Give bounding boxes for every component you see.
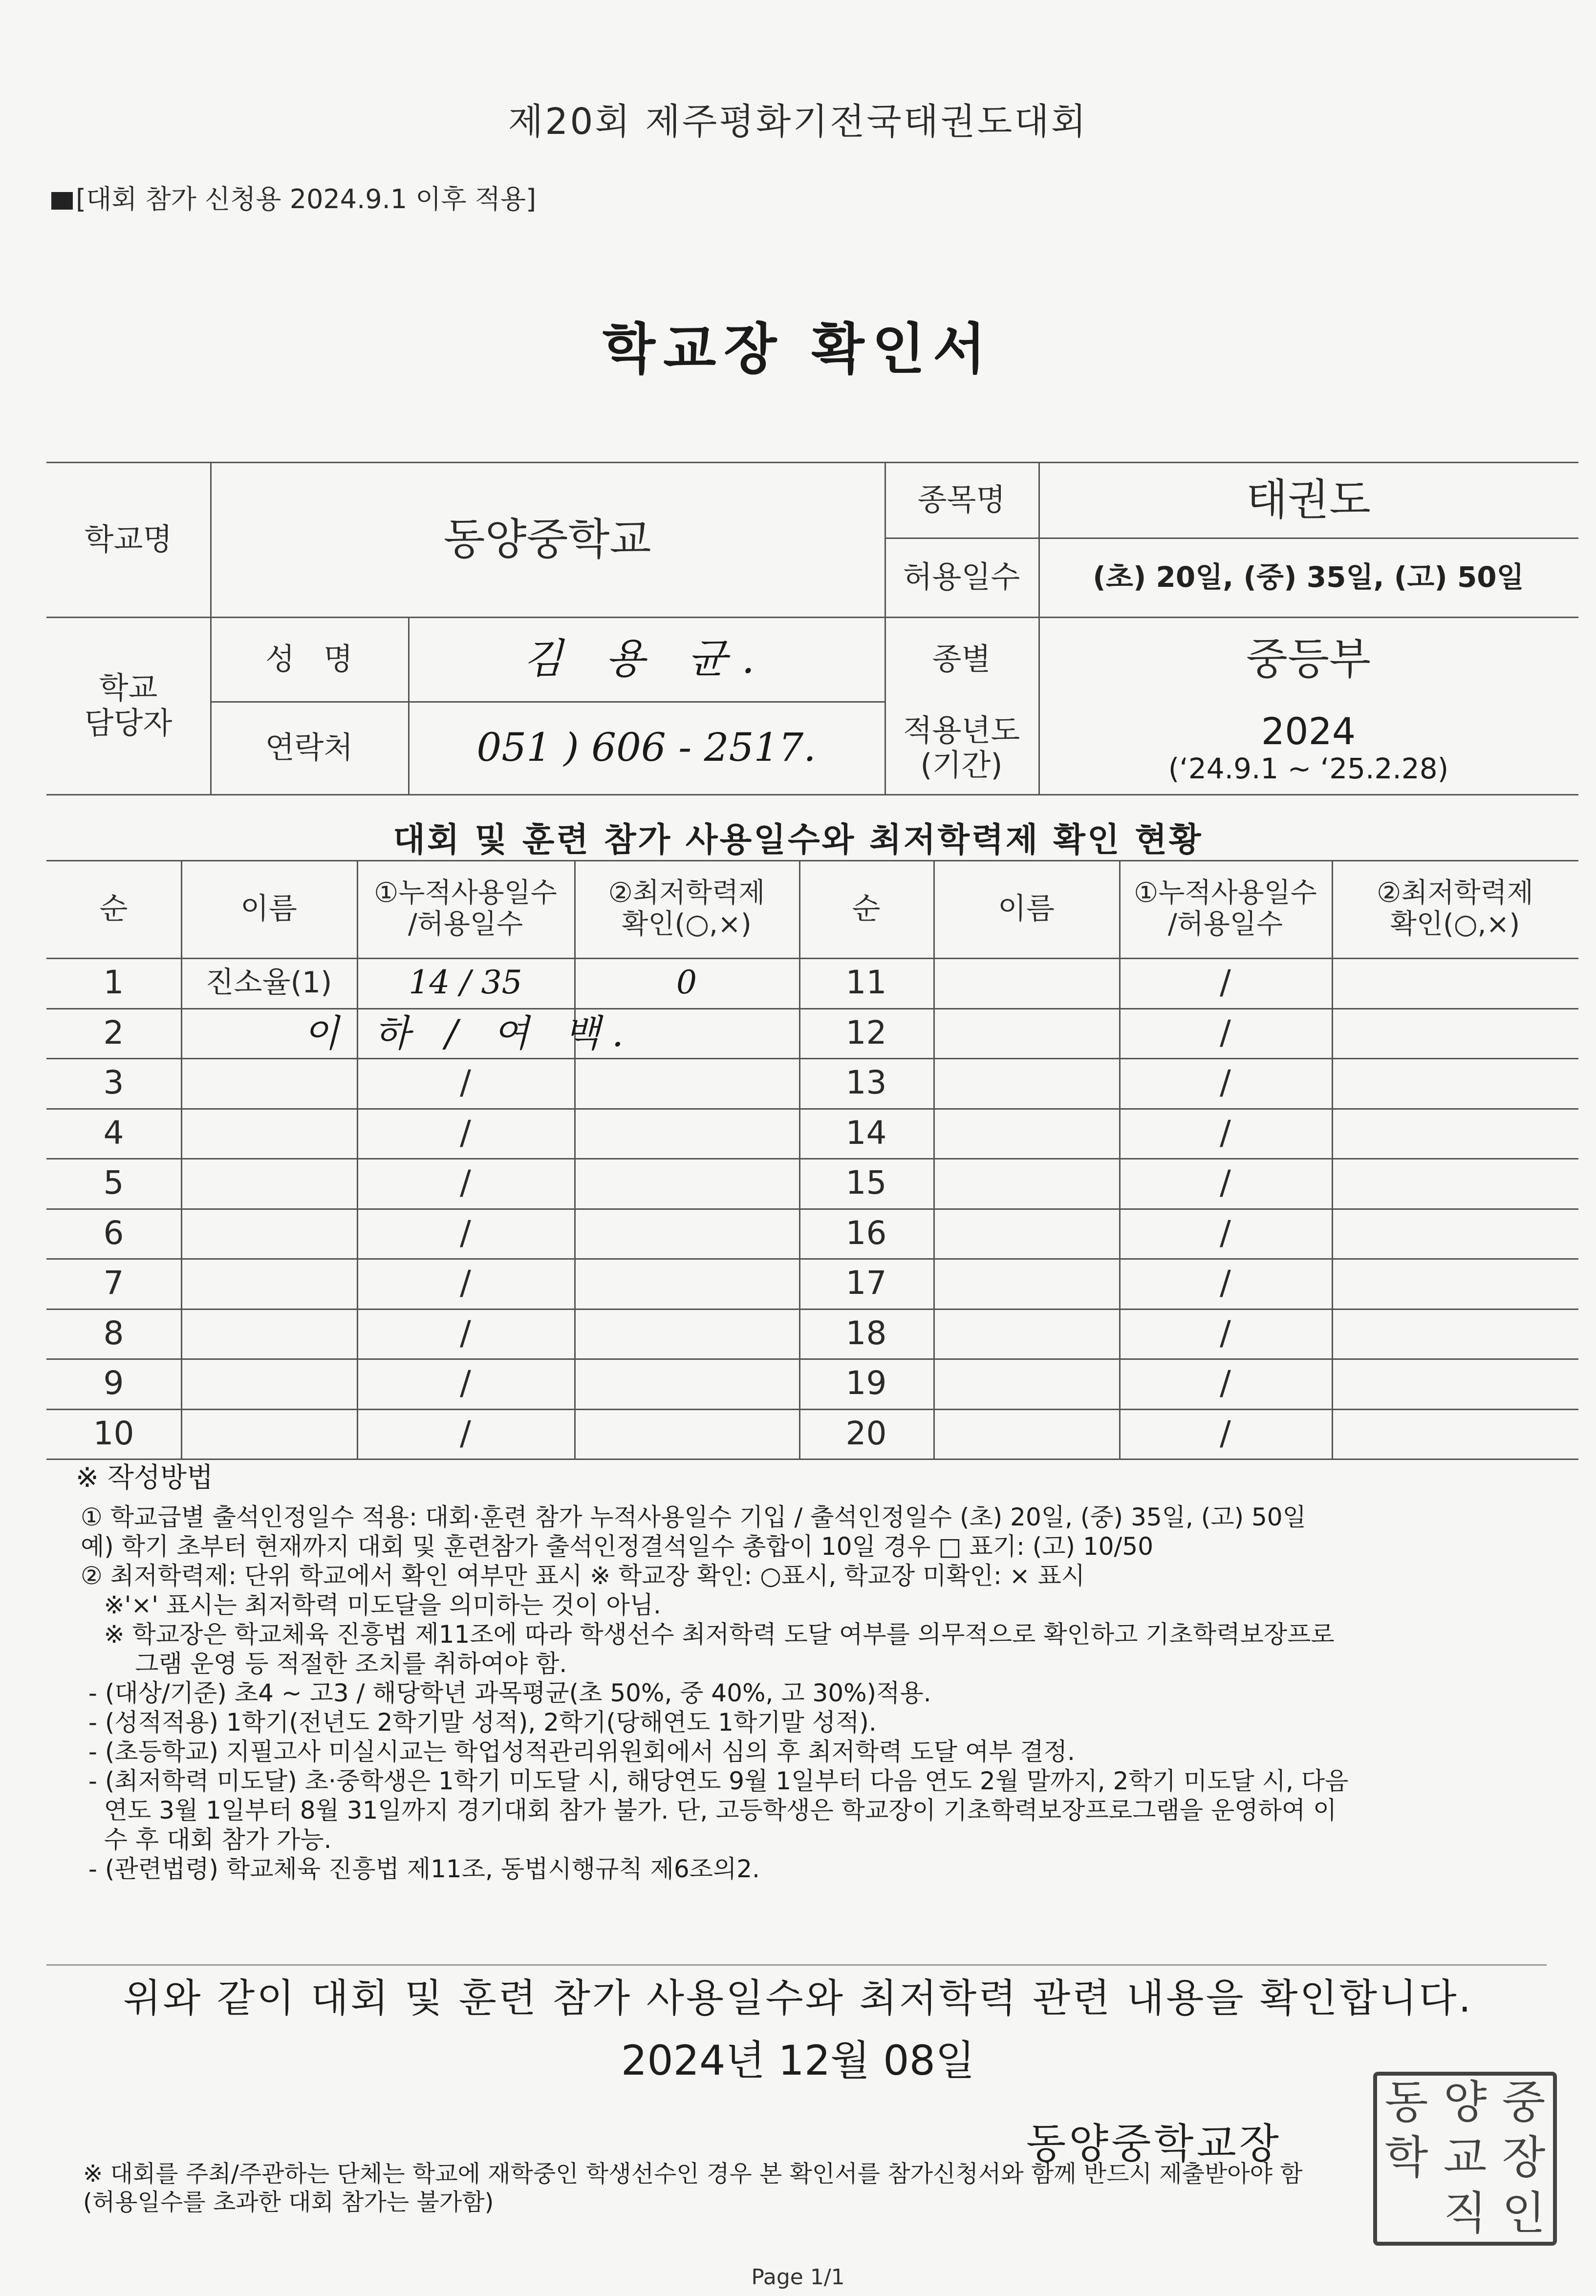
form-note [51,178,536,216]
instructions-line: 수 후 대회 참가 가능. [81,1825,332,1854]
header-acad-left [574,860,799,958]
allowed-days-label: 허용일수 [903,559,1020,595]
event-value: 태권도 [1246,474,1371,525]
academic-check [574,1258,799,1309]
seal-character: 중 [1502,2076,1546,2128]
allowed-days-value: (초) 20일, (중) 35일, (고) 50일 [1093,560,1524,594]
days-used: / [1220,963,1231,1002]
instructions-line: - (관련법령) 학교체육 진흥법 제11조, 동법시행규칙 제6조의2. [81,1855,760,1883]
participant-name: 진소율(1) [205,965,332,1000]
header-name-right: 이름 [998,891,1055,926]
staff-label-line1: 학교 [99,670,158,706]
year-value [1038,701,1578,794]
participant-name [181,1208,357,1259]
confirmation-statement: 위와 같이 대회 및 훈련 참가 사용일수와 최저학력 관련 내용을 확인합니다. [123,1975,1473,2021]
participant-name [181,1108,357,1159]
seal-character: 양 [1443,2076,1487,2128]
days-used: / [460,1364,471,1403]
row-number: 13 [845,1064,887,1102]
days-used: / [460,1313,471,1352]
section-title: 대회 및 훈련 참가 사용일수와 최저학력제 확인 현황 [393,821,1203,859]
academic-check [574,1208,799,1259]
days-used: / [1220,1063,1231,1102]
header-days-line2: /허용일수 [1167,908,1283,940]
instructions-line: 그램 운영 등 적절한 조치를 취하여야 함. [81,1650,567,1678]
square-bullet-icon [51,192,73,210]
days-used: / [460,1113,471,1152]
days-used: / [1220,1213,1231,1252]
days-used: 14 / 35 [409,964,522,1002]
header-acad-line1: ②최저학력제 [608,877,765,909]
row-number: 1 [103,964,124,1002]
seal-character: 학 [1384,2131,1428,2184]
days-used: / [1220,1414,1231,1453]
header-no-left: 순 [99,891,128,926]
school-seal-stamp [1373,2072,1557,2246]
header-no-right: 순 [852,891,881,926]
footnote [83,2160,1525,2216]
year-label-line1: 적용년도 [903,712,1020,748]
header-days-line1: ①누적사용일수 [1134,877,1317,909]
document-title: 학교장 확인서 [602,318,994,381]
instructions-line: ② 최저학력제: 단위 학교에서 확인 여부만 표시 ※ 학교장 확인: ○표시, 학교장 미확인: × 표시 [81,1562,1085,1590]
contact-label: 연락처 [265,730,353,766]
event-label: 종목명 [917,481,1006,517]
staff-label-line2: 담당자 [84,705,173,741]
row-number: 7 [103,1264,124,1302]
academic-check [574,1309,799,1359]
division-value: 중등부 [1246,633,1371,684]
staff-label [46,617,210,794]
event-title: 제20회 제주평화기전국태권도대회 [508,101,1088,143]
participant-name [181,1358,357,1409]
year-label-line2: (기간) [920,747,1003,783]
header-days-right [1119,860,1332,958]
row-number: 17 [845,1264,887,1302]
row-number: 2 [103,1013,124,1051]
contact-handwritten: 051 ) 606 - 2517. [476,725,816,770]
page-number: Page 1/1 [751,2265,845,2290]
row-number: 9 [103,1364,124,1402]
instructions-line: - (성적적용) 1학기(전년도 2학기말 성적), 2학기(당해연도 1학기말 성적). [81,1708,877,1737]
days-used: / [460,1414,471,1453]
row-number: 18 [845,1314,887,1352]
row-number: 3 [103,1064,124,1102]
header-days-line2: /허용일수 [408,908,523,940]
blank-note-handwritten: 이 하 / 여 백. [302,1011,636,1055]
row-number: 16 [845,1214,887,1252]
header-acad-line1: ②최저학력제 [1377,877,1533,909]
academic-check [574,1358,799,1409]
form-note-text: [대회 참가 신청용 2024.9.1 이후 적용] [76,184,537,215]
instructions-line: 예) 학기 초부터 현재까지 대회 및 훈련참가 출석인정결석일수 총합이 10일 경우 □ 표기: (고) 10/50 [81,1532,1154,1561]
seal-character: 인 [1502,2187,1546,2239]
year-label [884,701,1038,794]
participant-name [181,1258,357,1309]
participant-name [181,1058,357,1108]
row-number: 14 [845,1114,887,1152]
days-used: / [460,1213,471,1252]
footnote-line1: ※ 대회를 주최/주관하는 단체는 학교에 재학중인 학생선수인 경우 본 확인서를 참가신청서와 함께 반드시 제출받아야 함 [83,2160,1303,2188]
school-value: 동양중학교 [443,514,651,564]
instructions-heading: ※ 작성방법 [76,1462,214,1494]
header-days-left [357,860,574,958]
school-label: 학교명 [84,521,173,557]
year-period: (‘24.9.1 ~ ‘25.2.28) [1168,752,1449,786]
seal-character: 동 [1384,2076,1428,2128]
instructions-line: ① 학교급별 출석인정일수 적용: 대회·훈련 참가 누적사용일수 기입 / 출석인정일수 (초) 20일, (중) 35일, (고) 50일 [81,1503,1306,1531]
days-used: / [460,1063,471,1102]
days-used: / [1220,1163,1231,1202]
instructions-line: - (대상/기준) 초4 ~ 고3 / 해당학년 과목평균(초 50%, 중 40%, 고 30%)적용. [81,1679,931,1707]
instructions-line: ※'×' 표시는 최저학력 미도달을 의미하는 것이 아님. [81,1591,661,1619]
year-number: 2024 [1261,709,1356,753]
days-used: / [1220,1113,1231,1152]
seal-character: 교 [1443,2131,1487,2184]
days-used: / [1220,1313,1231,1352]
days-used: / [1220,1013,1231,1052]
row-number: 4 [103,1114,124,1152]
row-number: 8 [103,1314,124,1352]
academic-check: 0 [676,964,697,1002]
row-number: 10 [93,1414,134,1452]
principal-name: 동양중학교장 [1026,2120,1282,2167]
confirmation-date: 2024년 12월 08일 [621,2037,975,2084]
row-number: 15 [845,1164,887,1202]
instructions-line: 연도 3월 1일부터 8월 31일까지 경기대회 참가 불가. 단, 고등학생은 학교장이 기초학력보장프로그램을 운영하여 이 [81,1796,1337,1824]
participant-name [181,1309,357,1359]
days-used: / [460,1264,471,1303]
header-days-line1: ①누적사용일수 [374,877,557,909]
footnote-line2: (허용일수를 초과한 대회 참가는 불가함) [83,2189,494,2216]
row-number: 5 [103,1164,124,1202]
instructions-line: ※ 학교장은 학교체육 진흥법 제11조에 따라 학생선수 최저학력 도달 여부를 의무적으로 확인하고 기초학력보장프로 [81,1620,1335,1649]
row-number: 11 [845,964,887,1002]
academic-check [574,1108,799,1159]
days-used: / [1220,1264,1231,1303]
academic-check [574,1158,799,1208]
instructions-line: - (초등학교) 지필고사 미실시교는 학업성적관리위원회에서 심의 후 최저학력 도달 여부 결정. [81,1738,1075,1766]
row-number: 19 [845,1364,887,1402]
row-number: 20 [845,1414,887,1452]
days-used: / [460,1163,471,1202]
participant-name [181,1409,357,1459]
row-number: 12 [845,1013,887,1051]
seal-character: 직 [1443,2187,1487,2239]
staff-name-handwritten: 김 용 균. [523,635,770,683]
name-label: 성 명 [265,641,353,677]
header-acad-right [1332,860,1578,958]
days-used: / [1220,1364,1231,1403]
header-acad-line2: 확인(○,×) [622,908,752,940]
seal-character: 장 [1502,2131,1546,2184]
header-acad-line2: 확인(○,×) [1390,908,1520,940]
instructions [76,1462,1522,1884]
division-label: 종별 [932,641,991,677]
participant-name [181,1158,357,1208]
row-number: 6 [103,1214,124,1252]
header-name-left: 이름 [240,891,297,926]
academic-check [574,1058,799,1108]
instructions-line: - (최저학력 미도달) 초·중학생은 1학기 미도달 시, 해당연도 9월 1일부터 다음 연도 2월 말까지, 2학기 미도달 시, 다음 [81,1767,1349,1795]
academic-check [574,1409,799,1459]
